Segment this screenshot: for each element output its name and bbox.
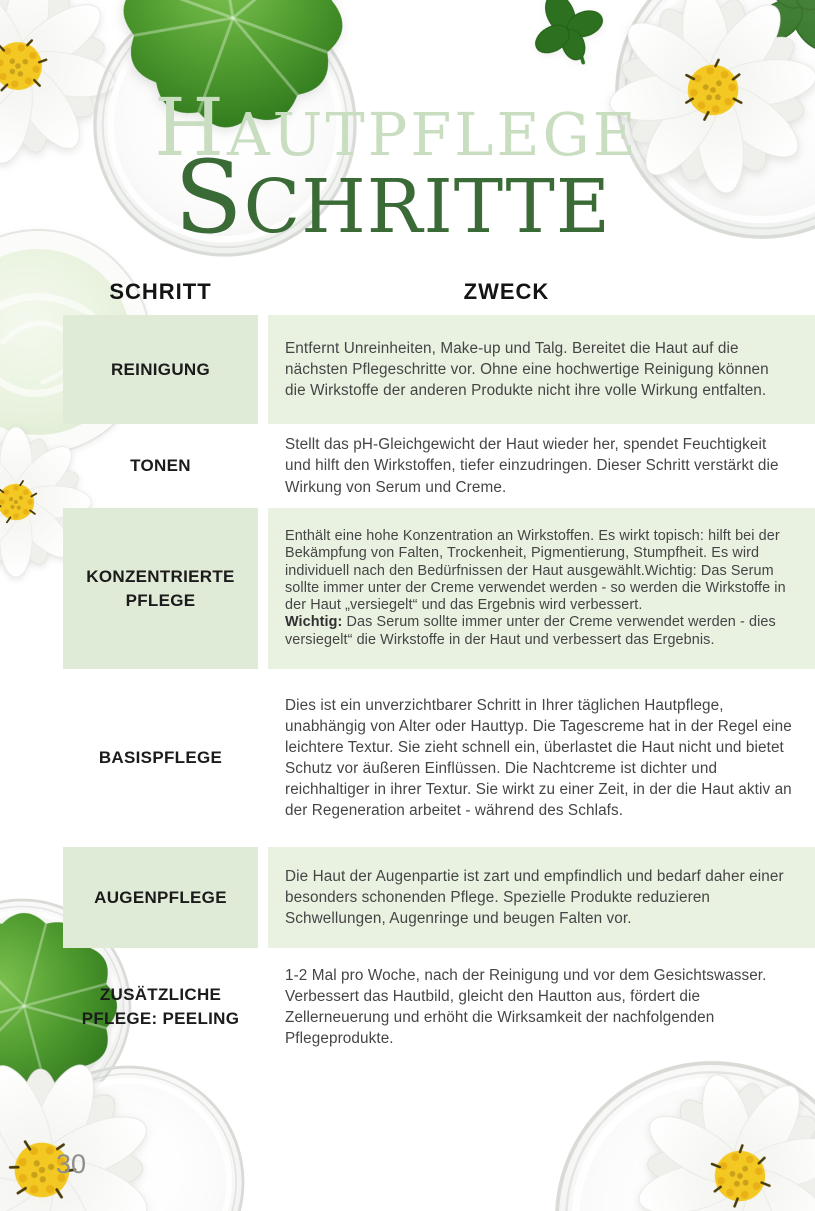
purpose-text: Stellt das pH-Gleichgewicht der Haut wieder her, spendet Feuchtigkeit und hilft den Wirkstoffen, tiefer einzudringen. Dieser Schritt verstärkt die Wirkung von Serum und Creme. [285, 436, 779, 496]
page-title-line1: HAUTPFLEGE [154, 81, 639, 174]
purpose-note-rest: Das Serum sollte immer unter der Creme verwendet werden - dies versiegelt“ die Wirkstoffe in der Haut und verbessert das Ergebnis. [285, 614, 776, 648]
step-label: TONEN [130, 456, 191, 476]
purpose-note [285, 614, 793, 649]
step-cell [63, 424, 258, 508]
step-label: REINIGUNG [110, 359, 211, 379]
table-row [0, 672, 815, 844]
purpose-text: 1-2 Mal pro Woche, nach der Reinigung und vor dem Gesichtswasser. Verbessert das Hautbild, gleicht den Hautton aus, fördert die Zellerneuerung und erhöht die Wirksamkeit der nachfolgenden Pflegeprodukte. [285, 966, 767, 1048]
purpose-text: Entfernt Unreinheiten, Make-up und Talg. Bereitet die Haut auf die nächsten Pflegeschritte vor. Ohne eine hochwertige Reinigung können die Wirkstoffe der anderen Produkte nicht ihre volle Wirkung entfalten. [285, 339, 769, 400]
page-number: 30 [56, 1149, 87, 1179]
table-row [0, 847, 815, 948]
step-cell [63, 672, 258, 844]
purpose-cell [268, 315, 815, 424]
step-label: ZUSÄTZLICHE PFLEGE: PEELING [81, 985, 240, 1028]
step-label: KONZENTRIERTE PFLEGE [86, 566, 235, 610]
step-label: BASISPFLEGE [98, 748, 223, 768]
column-header-schritt: SCHRITT [109, 279, 212, 304]
column-header-zweck: ZWECK [463, 279, 550, 304]
step-cell [63, 508, 258, 669]
purpose-cell [268, 952, 815, 1062]
table-column-headers [0, 279, 815, 305]
table-row [0, 508, 815, 669]
page-title-line2: SCHRITTE [174, 139, 611, 256]
table-row [0, 315, 815, 424]
purpose-cell [268, 672, 815, 844]
purpose-text: Enthält eine hohe Konzentration an Wirkstoffen. Es wirkt topisch: hilft bei der Bekämpfung von Falten, Trockenheit, Pigmentierung, Stumpfheit. Es wird individuell nach den Bedürfnissen der Haut ausgewählt.Wichtig: Das Serum sollte immer unter der Creme verwendet werden - so werden die Wirkstoffe in der Haut „versiegelt“ und das Ergebnis wird verbessert. [285, 528, 786, 614]
purpose-text: Dies ist ein unverzichtbarer Schritt in Ihrer täglichen Hautpflege, unabhängig von Alter oder Hauttyp. Die Tagescreme hat in der Regel eine leichtere Textur. Sie zieht schnell ein, überlastet die Haut nicht und bietet Schutz vor äußeren Einflüssen. Die Nachtcreme ist dichter und reichhaltiger in ihrer Textur. Sie wirkt zu einer Zeit, in der die Haut aktiv an der Regeneration arbeitet - während des Schlafs. [285, 696, 792, 820]
step-cell [63, 847, 258, 948]
step-cell [63, 315, 258, 424]
purpose-note-bold: Wichtig: [285, 614, 343, 631]
table-row [0, 424, 815, 508]
purpose-text: Die Haut der Augenpartie ist zart und empfindlich und bedarf daher einer besonders schonenden Pflege. Spezielle Produkte reduzieren Schwellungen, Augenringe und beugen Falten vor. [285, 867, 784, 928]
step-label: AUGENPFLEGE [94, 887, 227, 907]
purpose-cell [268, 508, 815, 669]
purpose-cell [268, 424, 815, 508]
purpose-cell [268, 847, 815, 948]
table-row [0, 952, 815, 1062]
step-cell [63, 952, 258, 1062]
